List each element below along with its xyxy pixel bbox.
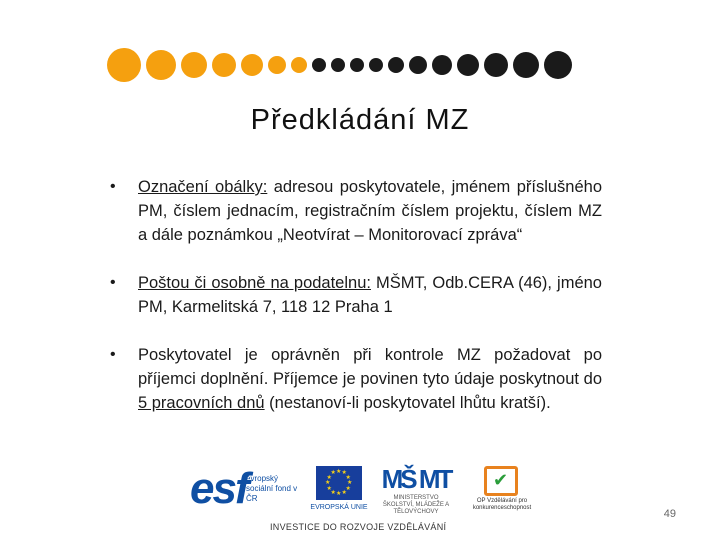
eu-star-icon: ★ <box>326 485 332 492</box>
bullet-item <box>110 175 602 247</box>
decorative-dot <box>181 52 207 78</box>
decorative-dot <box>388 57 404 73</box>
eu-star-icon: ★ <box>336 469 342 475</box>
bullet-underlined-segment: Označení obálky: <box>138 178 268 196</box>
decorative-dot <box>513 52 539 78</box>
bullet-text <box>138 175 602 247</box>
decorative-dot <box>484 53 508 77</box>
bullet-segment: (nestanoví-li poskytovatel lhůtu kratší). <box>264 394 551 412</box>
eu-star-icon: ★ <box>345 474 351 481</box>
eu-star-icon: ★ <box>330 470 336 477</box>
decorative-dot <box>409 56 427 74</box>
eu-star-icon: ★ <box>345 485 351 492</box>
decorative-dot <box>432 55 452 75</box>
decorative-dot <box>312 58 326 72</box>
page-number: 49 <box>663 508 676 520</box>
bullet-segment: Poskytovatel je oprávněn při kontrole MZ požadovat po příjemci doplnění. Příjemce je povinen tyto údaje poskytnout do <box>138 346 602 388</box>
eu-star-icon: ★ <box>326 474 332 481</box>
eu-logo <box>306 466 372 514</box>
eu-star-icon: ★ <box>341 470 347 477</box>
decorative-dot <box>107 48 141 82</box>
eu-star-icon: ★ <box>330 489 336 496</box>
bullet-text <box>138 343 602 415</box>
eu-logo-caption: EVROPSKÁ UNIE <box>310 504 368 511</box>
bullet-underlined-segment: Poštou či osobně na podatelnu: <box>138 274 371 292</box>
decorative-dot <box>369 58 383 72</box>
msmt-logo-caption: MINISTERSTVO ŠKOLSTVÍ, MLÁDEŽE A TĚLOVÝCHOVY <box>382 495 450 515</box>
bullet-item <box>110 271 602 319</box>
bullet-marker: • <box>110 274 116 291</box>
msmt-logo <box>380 464 452 516</box>
decorative-dot-row <box>0 0 720 100</box>
decorative-dot <box>331 58 345 72</box>
esf-logo <box>190 464 300 518</box>
slide-title: Předkládání MZ <box>250 104 470 136</box>
msmt-logo-mark: MŠ MT <box>381 464 451 494</box>
bullet-underlined-segment: 5 pracovních dnů <box>138 394 265 412</box>
bullet-text <box>138 271 602 319</box>
eu-star-icon: ★ <box>325 480 331 486</box>
esf-logo-word: esf <box>190 464 248 513</box>
decorative-dot <box>350 58 364 72</box>
op-checkmark-icon: ✔ <box>484 466 518 496</box>
bullet-marker: • <box>110 178 116 195</box>
op-logo-caption: OP Vzdělávání pro konkurenceschopnost <box>472 498 532 511</box>
decorative-dot <box>544 51 572 79</box>
bullet-segment: adresou poskytovatele, jménem příslušného PM, číslem jednacím, registračním číslem projektu, číslem MZ a dále poznámkou „Neotvírat – Monitorovací zpráva“ <box>138 178 602 244</box>
decorative-dot <box>241 54 263 76</box>
bullet-list <box>110 175 602 439</box>
eu-star-icon: ★ <box>336 491 342 497</box>
bullet-segment: MŠMT, Odb.CERA (46), jméno PM, Karmelitská 7, 118 12 Praha 1 <box>138 274 602 316</box>
bullet-item <box>110 343 602 415</box>
op-vk-logo <box>464 466 540 516</box>
decorative-dot <box>268 56 286 74</box>
decorative-dot <box>291 57 307 73</box>
decorative-dot <box>212 53 236 77</box>
eu-flag-icon <box>316 466 362 500</box>
decorative-dot <box>457 54 479 76</box>
bullet-marker: • <box>110 346 116 363</box>
footer-tagline: INVESTICE DO ROZVOJE VZDĚLÁVÁNÍ <box>270 522 447 532</box>
eu-star-icon: ★ <box>347 480 353 486</box>
decorative-dot <box>146 50 176 80</box>
eu-star-icon: ★ <box>341 489 347 496</box>
esf-logo-text: evropský sociální fond v ČR <box>246 474 298 503</box>
